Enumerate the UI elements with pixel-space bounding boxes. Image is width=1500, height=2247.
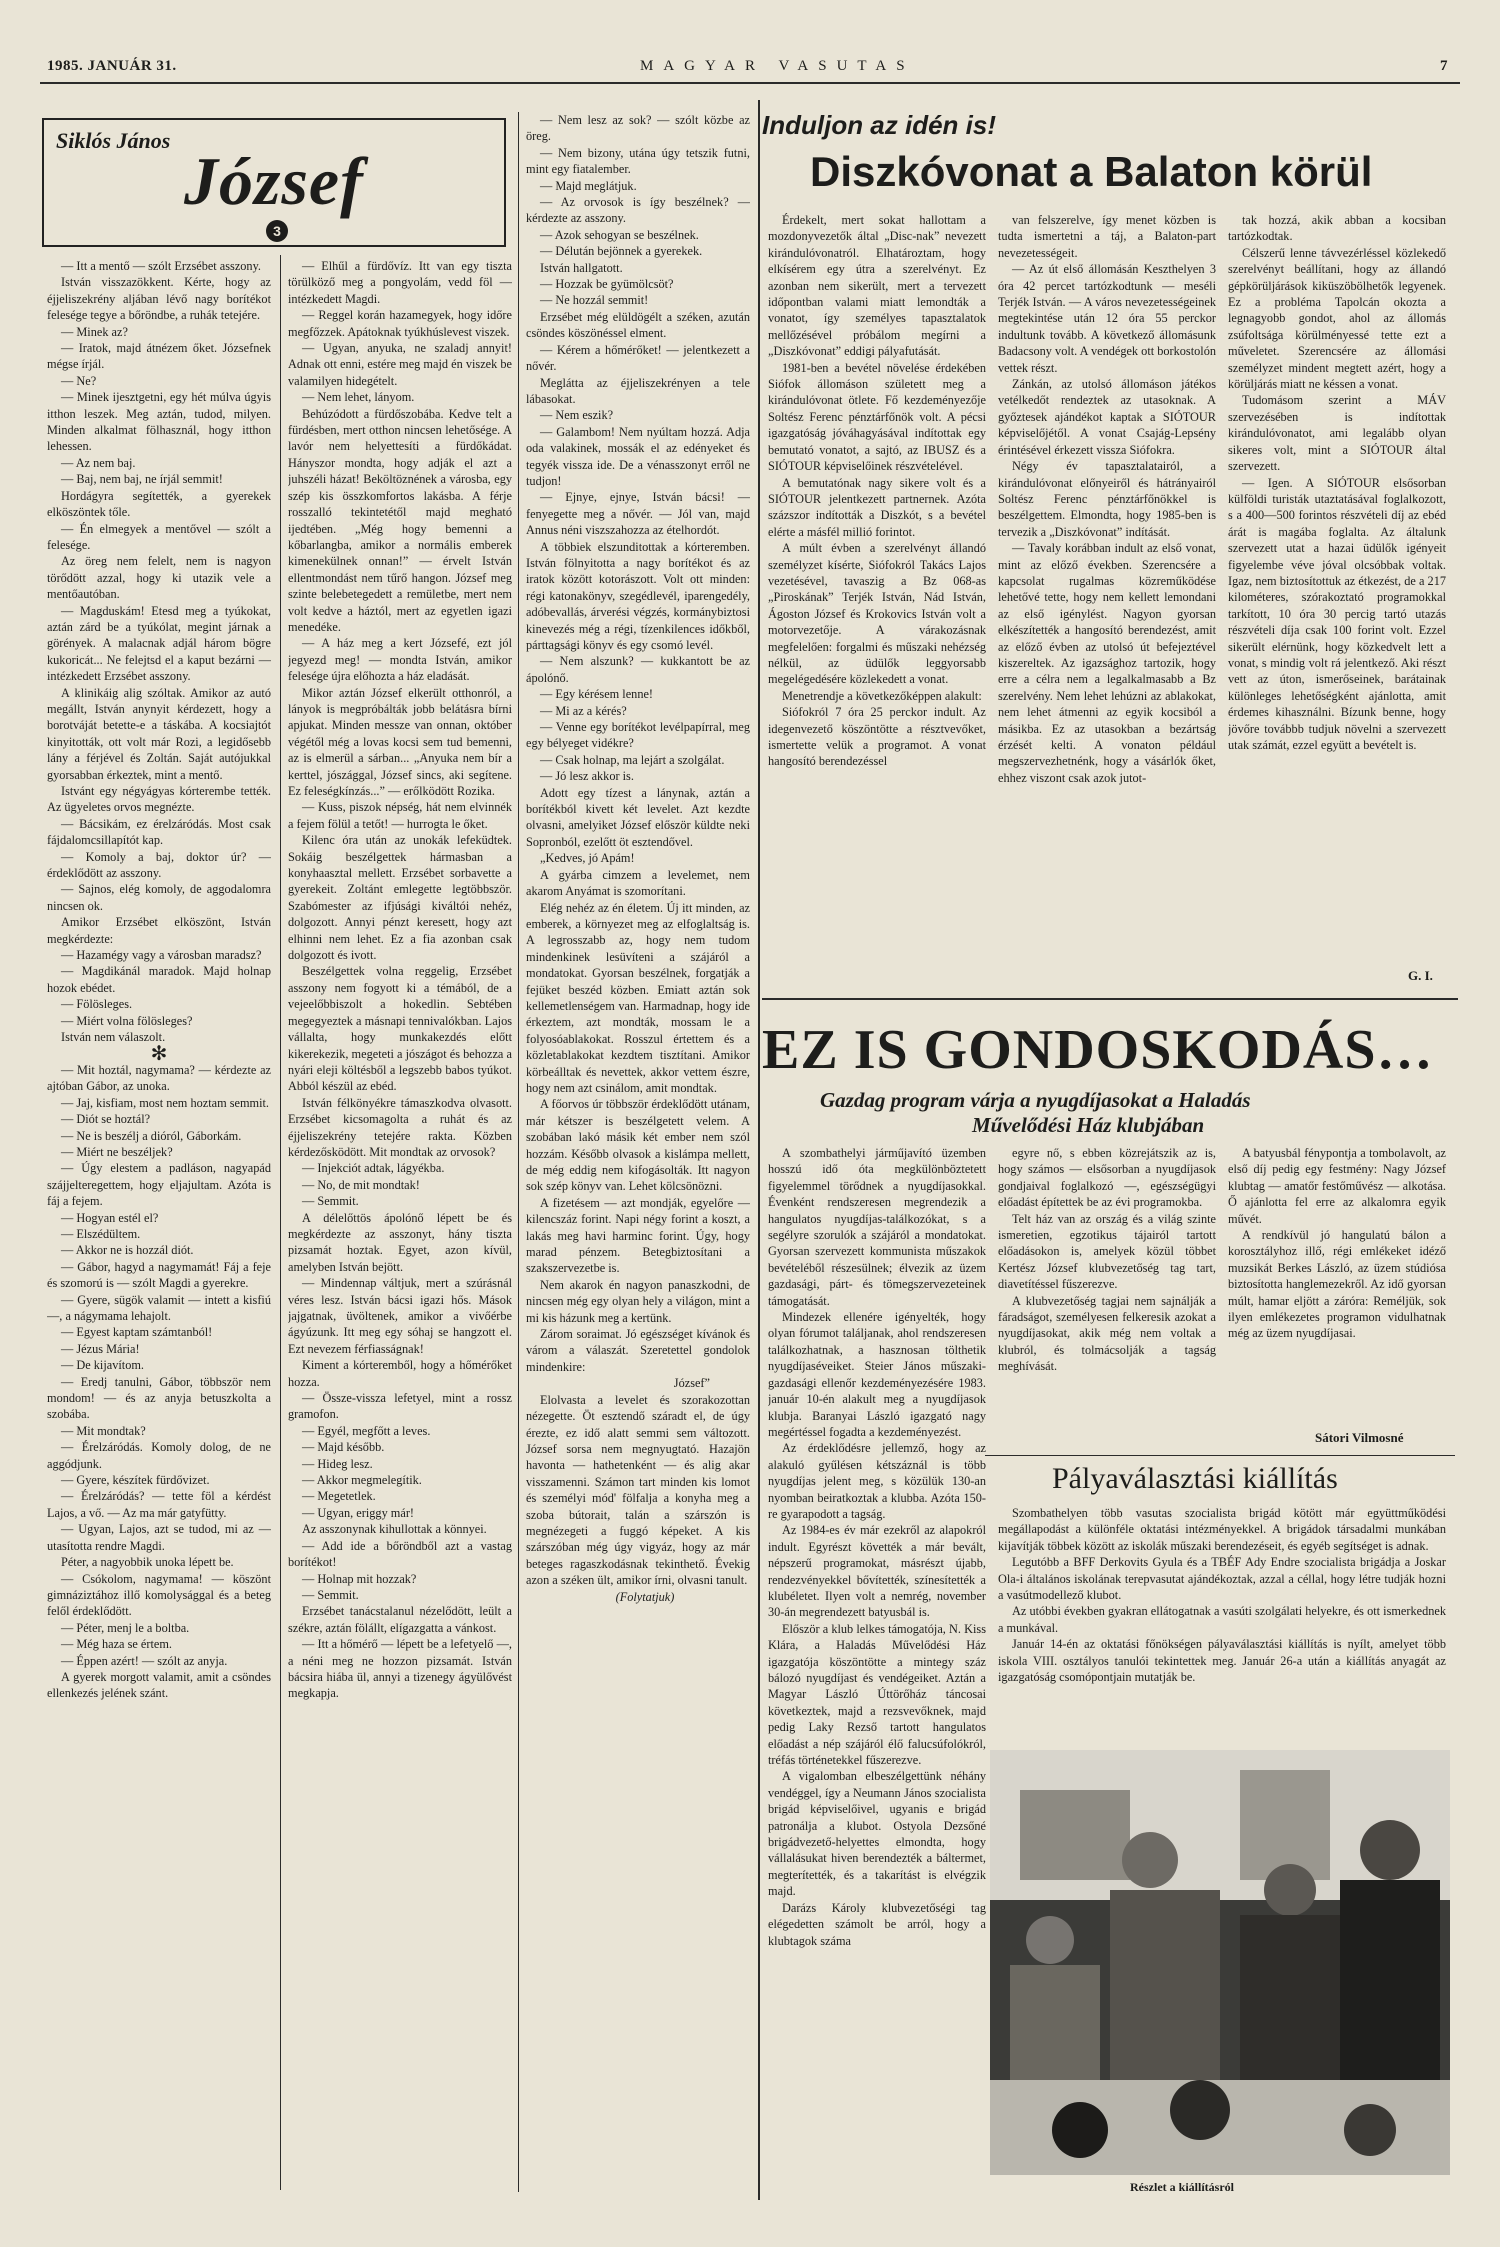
paragraph: — Délután bejönnek a gyerekek. [540,244,703,259]
paragraph: — Komoly a baj, doktor úr? — érdeklődött az asszony. [47,849,271,881]
paragraph: 1981-ben a bevétel növelése érdekében Siófok állomáson született meg a kirándulóvonat ötlete. Fő kezdeményezője Soltész Ferenc pénztárfőnök volt. A pécsi igazgatóság jóváhagyásával indítottak egy bemutató vonatot, a sajtó, az IBUSZ és a SIÓTOUR képviselőinek részvételével. [768,360,986,474]
paragraph: A gyerek morgott valamit, amit a csöndes ellenkezés jelének szánt. [47,1669,271,1701]
paragraph: — A ház meg a kert Józsefé, ezt jól jegyezd meg! — mondta István, amikor felesége újra előhozta a ház eladását. [288,636,512,684]
diszko-title: Diszkóvonat a Balaton körül [810,148,1373,195]
diszko-kicker: Induljon az idén is! [762,110,996,140]
paragraph: Kiment a kórteremből, hogy a hőmérőket hozza. [288,1358,512,1389]
paragraph: Kilenc óra után az unokák lefeküdtek. Sokáig beszélgettek hármasban a konyhaasztal mellett. Erzsébet sorbavette a gyerekeit. Zoltánt emlegette legtöbbször. Szabómester az ifjúsági kiváltói nehéz, dolgozott. Annyi pénzt keresett, hogy azt elhinni nem lehet. Ez a fia azonban csak dolgozott és ivott. [288,833,512,963]
paragraph: A vigalomban elbeszélgettünk néhány vendéggel, így a Neumann János szocialista brigád képviselőivel, ugyanis e brigád patronálja a klubot. Ostyola Dezsőné brigádvezető-helyettes elmondta, hogy vállalásukat hiven berendezték a báltermet, megterítették, és a takarítást is elvégzik majd. [768,1769,986,1899]
paragraph: Legutóbb a BFF Derkovits Gyula és a TBÉF Ady Endre szocialista brigádja a Joskar Ola-i általános iskolának terepvasutat ajándékoztak, azzal a céllal, hogy létre tudják hozni a vasútmodellező klubot. [998,1555,1446,1603]
paragraph: — Azok sehogyan se beszélnek. [540,227,699,242]
paragraph: A gyárba cimzem a levelemet, nem akarom Anyámat is szomorítani. [526,867,750,899]
paragraph: — No, de mit mondtak! [302,1177,420,1192]
column-divider [280,255,281,2190]
paragraph: — Érelzáródás? — tette föl a kérdést Lajos, a vő. — Az ma már gatyfütty. [47,1489,271,1520]
paragraph: — Ne? [61,373,97,388]
header-rule [40,82,1460,84]
paragraph: — Én elmegyek a mentővel — szólt a felesége. [47,521,271,552]
gondoskodas-subtitle-1: Gazdag program várja a nyugdíjasokat a Haladás [820,1088,1251,1112]
paragraph: Az érdeklődésre jellemző, hogy az alakuló gyűlésen kétszáznál is több nyugdíjas jelent meg, s közülük 130-an nyomban beiratkoztak a klubba. Azóta 150-re gyarapodott a tagság. [768,1441,986,1521]
paragraph: Tudomásom szerint a MÁV szervezésében is indítottak kirándulóvonatot, ami legalább olyan sikeres volt, mint a SIÓTOUR által szervezett. [1228,393,1446,474]
paragraph: — Miért volna fölösleges? [61,1013,193,1028]
paragraph: Siófokról 7 óra 25 perckor indult. Az idegenvezető köszöntötte a résztvevőket, ismertette velük a programot. A vonat hangosító berendezéssel [768,705,986,769]
paragraph: Először a klub lelkes támogatója, N. Kiss Klára, a Haladás Művelődési Ház igazgatója köszöntötte a mintegy száz bálozó nyugdíjast és vendégeiket. Aztán a Magyar László Úttörőház táncosai következtek, majd a rezsvevőknek, majd pedig Laky Rezső tartott hangulatos előadást a nép szájáról élő falucsúfolókról, tréfás történetekkel fűszerezve. [768,1621,986,1768]
paragraph: — Majd meglátjuk. [540,178,637,193]
kiallitas-text [998,1505,1446,1745]
story-title-box [42,118,506,247]
paragraph: Elolvasta a levelet és szorakozottan nézegette. Öt esztendő száradt el, de úgy érezte, ez idő alatt semmi sem változott. József sorsa nem megnyugtató. Hazajön havonta — hathetenként — és alig akar visszamenni. Számon tart minden kis lomot és személyi mód' fölfalja a konyha meg a szoba bútorait, talán a szárszón is megnézegeti a fuggó képeket. A kis szárszóban még úgy vigyáz, hogy az már beteges ragaszkodásnak tekinthető. Évekig azon a széken ült, amikor írni, olvasni tanult. [526,1392,750,1588]
paragraph: Darázs Károly klubvezetőségi tag elégedetten számolt be arról, hogy a klubtagok száma [768,1900,986,1948]
paragraph: A többiek elszunditottak a kórteremben. István fölnyitotta a nagy borítékot és az iratok között kotorászott. Volt ott minden: régi katonakönyv, szegédlevél, iparengedély, adóbevallás, árverési végzés, kormánybiztosi kinevezés még a régi, tízenkilences időkből, párttagsági könyv és egy csomó levél. [526,539,750,652]
paragraph: — Egyél, megfőtt a leves. [302,1423,431,1438]
paragraph: — Diót se hoztál? [61,1112,151,1127]
exhibition-photo [990,1750,1450,2175]
diszko-signature: G. I. [1408,968,1433,983]
gondoskodas-title: EZ IS GONDOSKODÁS… [762,1019,1434,1081]
paragraph: Behúzódott a fürdőszobába. Kedve telt a fürdésben, mert otthon nincsen lehetősége. A lavór nem helyettesíti a fürdőkádat. Hányszor mondta, hogy adják el azt a juhszéli házat! Beköltöznének a városba, egy szép kis összkomfortos lakásba. A férje rosszalló tekintetétől majd megható ijedtében. „Még hogy bemenni a kőbarlangba, amikor a normális emberek kimenekülnek onnan!” — érvelt István ellentmondást nem tűrő hangon. József meg szinte belebetegedett a remületbe, mert nem volt kedve a háztól, mert az egyetlen igazi menedéke. [288,406,512,634]
paragraph: — Jézus Mária! [61,1341,140,1356]
paragraph: István nem válaszolt. [61,1030,166,1045]
paragraph: A batyusbál fénypontja a tombolavolt, az első díj pedig egy festmény: Nagy József klubtag — amatőr festőművész — alkotása. Ő ajánlotta fel erre az alkalomra egyik művét. [1228,1146,1446,1226]
paragraph: Nem akarok én nagyon panaszkodni, de nincsen még egy olyan hely a világon, mint a mi kis házunk meg a kertünk. [526,1277,750,1325]
paragraph: — Galambom! Nem nyúltam hozzá. Adja oda valakinek, mossák el az edényeket és tegyék vissza ide. De a vénasszonyt erről ne tudjon! [526,424,750,488]
paragraph: A szombathelyi járműjavító üzemben hosszú idő óta megkülönböztetett figyelemmel törődnek a nyugdíjasokkal. Évenként rendszeresen megrendezik a hangulatos nyugdíjas-találkozókat, s a segélyre szorulók a szájáról a mondatokat. Gyorsan szervezett kommunista műszakok bevételéből részesülnek; élvezik az üzem gazdasági, párt- és tömegszervezeteinek támogatását. [768,1146,986,1308]
paragraph: Január 14-én az oktatási főnökségen pályaválasztási kiállítás is nyílt, amelyet több iskola VIII. osztályos tanulói tekintettek meg. Január 26-a után a kiállítás anyagát az igazgatóság csomópontjain mutatják be. [998,1637,1446,1685]
paragraph: — Ugyan, Lajos, azt se tudod, mi az — utasította rendre Magdi. [47,1522,271,1553]
paragraph: — Kuss, piszok népség, hát nem elvinnék a fejem fölül a tetőt! — hurrogta le őket. [288,800,512,831]
diszko-column-1 [768,212,986,982]
paragraph: — Iratok, majd átnézem őket. Józsefnek mégse írjál. [47,341,271,372]
paragraph: István félkönyékre támaszkodva olvasott. Erzsébet kicsomagolta a ruhát és az éjjeliszekrény tetejére rakta. Közben kérdezősködött. Mit mondtak az orvosok? [288,1095,512,1159]
paragraph: — Mindennap váltjuk, mert a szúrásnál véres lesz. István bácsi igazi hős. Mások jajgatnak, üvöltenek, amikor a vivőérbe ágyúzunk. Itt meg egy sóhaj se hangzott el. Ezt nevezem férfiasságnak! [288,1276,512,1356]
paragraph: — Bácsikám, ez érelzáródás. Most csak fájdalomcsillapítót kap. [47,816,271,848]
paragraph: — Péter, menj le a boltba. [61,1620,190,1635]
paragraph: — Mit hoztál, nagymama? — kérdezte az ajtóban Gábor, az unoka. [47,1062,271,1094]
paragraph: — Az nem baj. [61,455,136,470]
paragraph: — Nem lehet, lányom. [302,390,415,405]
story-title: József [184,143,364,219]
paragraph: van felszerelve, így menet közben is tudta ismertetni a táj, a Balaton-part nevezetességeit. [998,213,1216,260]
paragraph: Az utóbbi években gyakran ellátogatnak a vasúti szolgálati helyekre, és ott ismerkednek a munkával. [998,1604,1446,1635]
paragraph: — Jó lesz akkor is. [540,769,634,784]
paragraph: A klinikáig alig szóltak. Amikor az autó megállt, István anynyit kérdezett, hogy a borotváját betette-e a táskába. A kocsiajtót kinyitották, ott volt már Rozi, a legidősebb lány a férjével és Zoltán. Saját autójukkal gyorsabban érkeztek, mint a mentő. [47,685,271,782]
paragraph: — Fölösleges. [61,997,133,1012]
paragraph: — Gyere, sügök valamit — intett a kisfiú —, a nágymama lehajolt. [47,1292,271,1323]
paragraph: Érdekelt, mert sokat hallottam a mozdonyvezetők által „Disc-nak” nevezett kirándulóvonatról. Elhatároztam, hogy elkísérem egy útra a szerelvényt. Ez azonban nem sikerült, mert a tervezett időpontban valami miatt lemondták a vonatot, így személyes tapasztalatok mellőzésével próbálom megírni a „Diszkóvonat” eddigi pályafutását. [768,213,986,359]
paragraph: Elég nehéz az én életem. Új itt minden, az emberek, a környezet meg az elfoglaltság is. A legrosszabb az, hogy nem tudom mindenkinek lesüvíteni a szájáról a mondatokat. Gyorsan beszélnek, forgatják a fejüket beszéd közben. Emiatt aztán sok kellemetlenségem van. Harmadnap, hogy ide érkeztem, azt mondták, mossam le a folyosóablakokat. Rosszul értettem és a közletablakokat kezdtem tisztítani. Amikor körbeálltak és nevettek, akkor vettem észre, hogy nem azt csinálom, amit mondtak. [526,900,750,1095]
paragraph: — Csak holnap, ma lejárt a szolgálat. [540,752,725,767]
story-column-3 [526,112,750,2202]
paragraph: A bemutatónak nagy sikere volt és a SIÓTOUR jelentkezett partnernek. Azóta százszor indították a Diszkót, s a bevétel elérte a másfél millió forintot. [768,475,986,539]
paragraph: — Minek az? [61,324,128,339]
paragraph: — Hazamégy vagy a városban maradsz? [61,948,262,963]
paragraph: A múlt évben a szerelvényt állandó személyzet kísérte, Siófokról Takács Lajos vezetésével, tavaszig a Bz 068-as „Piroskának” Terjék István, Nád István, Ágoston József és Krokovics István volt a motorvezetője. A várakozásnak megfelelően: forgalmi és műszaki nehézség nélkül, az üdülők leggyorsabb megelégedésére közlekedett a vonat. [768,541,986,687]
paragraph: — Ne hozzál semmit! [540,293,649,308]
paragraph: Meglátta az éjjeliszekrényen a tele lábasokat. [526,375,750,406]
gondoskodas-column-1 [768,1145,986,2197]
paragraph: — Gyere, készítek fürdővizet. [61,1473,210,1488]
paragraph: — Nem bizony, utána úgy tetszik futni, mint egy fiatalember. [526,145,750,177]
paragraph: — Kérem a hőmérőket! — jelentkezett a nővér. [526,342,750,374]
issue-date: 1985. JANUÁR 31. [47,58,177,74]
paragraph: Az 1984-es év már ezekről az alapokról indult. Egyrészt követték a már bevált, népszerű programokat, másrészt újabb, rendezvényekkel bővítették, színesítették a klubéletet. Ilyen volt a nemrég, november 30-án megrendezett batyusbál is. [768,1523,986,1620]
photo-caption: Részlet a kiállításról [1130,2180,1234,2194]
gondoskodas-signature: Sátori Vilmosné [1315,1430,1404,1445]
paragraph: — Majd később. [302,1440,385,1455]
paragraph: — Baj, nem baj, ne írjál semmit! [61,472,223,487]
paragraph: — Elhűl a fürdővíz. Itt van egy tiszta törülköző meg a pongyolám, vedd föl — intézkedett Magdi. [288,259,512,306]
kiallitas-title: Pályaválasztási kiállítás [1052,1462,1338,1495]
paragraph: — Össze-vissza lefetyel, mint a rossz gramofon. [288,1391,512,1422]
paragraph: — Elszédültem. [61,1226,141,1241]
paragraph: — Hozzak be gyümölcsöt? [540,277,674,292]
paragraph: Az öreg nem felelt, nem is nagyon törődött azzal, hogy ki utazik vele a mentőautóban. [47,554,271,602]
paragraph: (Folytatjuk) [615,1589,675,1604]
paragraph: — Mit mondtak? [61,1423,146,1438]
paragraph: — Venne egy borítékot levélpapírral, meg egy bélyeget vidékre? [526,720,750,751]
paragraph: — Itt a mentő — szólt Erzsébet asszony. [61,259,261,273]
paragraph: Négy év tapasztalatairól, a kirándulóvonat előnyeiről és hátrányairól Soltész Ferenc pénztárfőnökkel is beszélgettem. Elmondta, hogy 1985-ben is tervezik a „Diszkóvonat” indítását. [998,459,1216,539]
paragraph: — Éppen azért! — szólt az anyja. [61,1653,228,1668]
paragraph: — Gábor, hagyd a nagymamát! Fáj a feje és szomorú is — szólt Magdi a gyerekre. [47,1259,271,1291]
paragraph: egyre nő, s ebben közrejátszik az is, hogy számos — elsősorban a nyugdíjasok gondjaival foglalkozó —, egészségügyi előadást építettek be az évi programokba. [998,1146,1216,1210]
paragraph: — Ejnye, ejnye, István bácsi! — fenyegette meg a nővér. — Jól van, majd Annus néni viszszahozza az ételhordót. [526,490,750,538]
paragraph: — Jaj, kisfiam, most nem hoztam semmit. [61,1095,269,1110]
paragraph: — Itt a hőmérő — lépett be a lefetyelő —, a néni meg ne hozzon pizsamát. István bácsira hiába ül, annyi a tizenegy ágyülővést megkapja. [288,1637,512,1701]
paragraph: — Az út első állomásán Keszthelyen 3 óra 42 percet tartózkodtunk — meséli Terjék István. — A város nevezetességeinek megtekintése után 12 óra 55 perckor indultunk tovább. A következő állomásunk Badacsony volt. A vendégek ott borkostolón vettek részt. [998,262,1216,375]
gondoskodas-subtitle-2: Művelődési Ház klubjában [972,1113,1205,1137]
paragraph: — Úgy elestem a padláson, nagyapád szájjelteregettem, hogy eljajultam. Azóta is fáj a fejem. [47,1161,271,1209]
story-author: Siklós János [56,128,171,153]
paragraph: A klubvezetőség tagjai nem sajnálják a fáradságot, személyesen felkeresik azokat a nyugdíjasokat, akik még nem voltak a klubról, és tolmácsolják a tagság meghívását. [998,1293,1216,1374]
paragraph: A fizetésem — azt mondják, egyelőre — kilencszáz forint. Napi négy forint a koszt, a lakás meg havi harminc forint. Úgy, hogy marad pénzem. Betegbiztosítani a szakszervezetbe is. [526,1195,750,1276]
paragraph: — Megetetlek. [302,1489,376,1504]
paragraph: — Injekciót adtak, lágyékba. [302,1161,445,1176]
paragraph: — Egy kérésem lenne! [540,687,654,702]
paragraph: — Minek ijesztgetni, egy hét múlva úgyis itthon leszek. Meg aztán, tudod, milyen. Minden alkalmat fölhasznál, hogy itthon lehessen. [47,390,271,454]
paragraph: — Hogyan estél el? [61,1210,159,1225]
paragraph: István hallgatott. [540,260,623,275]
paragraph: — Magdikánál maradok. Majd holnap hozok ebédet. [47,964,271,995]
paragraph: Zárom soraimat. Jó egészséget kívánok és várom a válaszát. Szeretettel gondolok mindenkire: [526,1327,750,1374]
paragraph: Péter, a nagyobbik unoka lépett be. [61,1555,234,1570]
paragraph: Adott egy tízest a lánynak, aztán a borítékból kivett két levelet. Azt kezdte olvasni, amelyiket József először küldte neki Sopronból, ezelőtt öt esztendővel. [526,785,750,849]
newspaper-title: MAGYAR VASUTAS [640,58,915,74]
paragraph: — Akkor megmelegítik. [302,1473,422,1488]
paragraph: — Tavaly korábban indult az első vonat, mint az előző években. Szerencsére a kapcsolat rugalmas közreműködése lehetővé tette, hogy nem kellett lemondani az első igénylést. Nagyon gyorsan elkészítették a hangosító berendezést, amit az előző évben az utolsó út befejeztével kiszereltek. Az igazsághoz tartozik, hogy erre a célra nem a legalkalmasabb a Bz szerelvény. Nem lehet lehúzni az ablakokat, nem lehet átmenni az egyik kocsiból a másikba. Ez az utasokban a bezártság érzését kelti. A vonaton például megszervezhetnénk, hogy a vásárlók őket, ehhez viszont csak azok jutot- [998,541,1216,785]
paragraph: — Magduskám! Etesd meg a tyúkokat, aztán zárd be a tyúkólat, megint járnak a görények. A malacnak adjál három bögre kukoricát... Ne felejtsd el a kaput bezárni — intézkedett Erzsébet asszony. [47,603,271,684]
paragraph: Az asszonynak kihullottak a könnyei. [302,1522,487,1537]
paragraph: József” [673,1376,710,1391]
paragraph: Erzsébet tanácstalanul nézelődött, leült a székre, aztán fölállt, elígazgatta a vánkost. [288,1604,512,1635]
story-column-2 [288,258,512,2198]
paragraph: — Az orvosok is így beszélnek? — kérdezte az asszony. [526,195,750,226]
diszko-column-3 [1228,212,1446,952]
paragraph: tak hozzá, akik abban a kocsiban tartózkodtak. [1228,213,1446,244]
paragraph: — Akkor ne is hozzál diót. [61,1243,194,1258]
kiallitas-rule [985,1455,1455,1456]
paragraph: Beszélgettek volna reggelig, Erzsébet asszony nem fogyott ki a témából, de a vejeelőbbiszolt a hokedlin. Sebtében megegyeztek a másnapi tennivalókban. Lajos vállalta, hogy munkakezdés előtt kikerekezik, megeteti a jószágot és behozza a nyári eleji költésből a legszebb babos tyúkot. Abból készül az ebéd. [288,964,512,1094]
paragraph: István visszazökkent. Kérte, hogy az éjjeliszekrény aljában lévő nagy borítékot felesége tegye a bőröndbe, a ruhák tetejére. [47,275,271,323]
paragraph: — Holnap mit hozzak? [302,1571,417,1586]
story-column-1 [47,258,271,2198]
paragraph: Hordágyra segítették, a gyerekek elköszöntek tőle. [47,488,271,520]
paragraph: Erzsébet még elüldögélt a széken, azután csöndes köszönéssel elment. [526,309,750,341]
paragraph: — Eredj tanulni, Gábor, többször nem mondom! — és az anyja betuszkolta a szobába. [47,1374,271,1422]
paragraph: — Sajnos, elég komoly, de aggodalomra nincsen ok. [47,882,271,913]
paragraph: — Reggel korán hazamegyek, hogy időre megfőzzek. Apátoknak tyúkhúslevest viszek. [288,308,512,339]
paragraph: — Hideg lesz. [302,1456,373,1471]
paragraph: — Semmit. [302,1587,359,1602]
paragraph: — Mi az a kérés? [540,703,627,718]
paragraph: — Csókolom, nagymama! — köszönt gimnáziztához illő komolysággal és a beteg felől érdeklődött. [47,1571,271,1619]
paragraph: — Nem eszik? [540,408,614,423]
paragraph: — Add ide a bőröndből azt a vastag borítékot! [288,1538,512,1570]
gondoskodas-column-3 [1228,1145,1446,1405]
paragraph: — Érelzáródás. Komoly dolog, de ne aggódjunk. [47,1440,271,1471]
column-divider [518,112,519,2192]
paragraph: „Kedves, jó Apám! [540,851,635,866]
paragraph: — Ugyan, anyuka, ne szaladj annyit! Adnak ott enni, estére meg majd én viszek be valamilyen hidegételt. [288,341,512,388]
story-part-number: 3 [266,220,288,242]
paragraph: — Nem lesz az sok? — szólt közbe az öreg. [526,113,750,144]
paragraph: A délelőttös ápolónő lépett be és megkérdezte az asszonyt, hány tiszta pizsamát hoztak. Egyet, azon kívül, amelyben István bejött. [288,1210,512,1274]
paragraph: A rendkívül jó hangulatú bálon a korosztályhoz illő, régi emlékeket idéző muzsikát Berkes László, az üzem stúdiósa biztosította hanglemezekről. Az idő gyorsan múlt, hamar eljött a záróra: Reméljük, sok ilyen emlékezetes programon vidulhatnak még az üzem nyugdíjasai. [1228,1228,1446,1341]
section-rule [762,998,1458,1000]
paragraph: Zánkán, az utolsó állomáson játékos vetélkedőt rendeztek az utasoknak. A győztesek ajándékot kaptak a SIÓTOUR képviselőjétől. A vonat Csajág-Lepsény érintésével érkezett vissza Siófokra. [998,377,1216,457]
section-divider [758,100,760,2200]
paragraph: Istvánt egy négyágyas kórterembe tették. Az ügyeletes orvos megnézte. [47,784,271,815]
paragraph: Szombathelyen több vasutas szocialista brigád kötött már együttműködési megállapodást a különféle oktatási intézményekkel. A brigádok társadalmi munkában kijavítják többek között az iskolák műszaki berendezéseit, és egyéb segítséget is adnak. [998,1506,1446,1553]
paragraph: — Ugyan, eriggy már! [302,1505,415,1520]
gondoskodas-column-2 [998,1145,1216,1445]
paragraph: Mindezek ellenére igényelték, hogy olyan fórumot találjanak, ahol rendszeresen találkozhatnak, a hasznosan tölthetik nyugdíjaséveiket. Steier János műszaki-gazdasági ellenőr kezdeményezésére 1983. január 10-én alakult meg a nyugdíjasok klubja. Baranyai László igazgató nagy megértéssel fogadta a kezdeményezést. [768,1310,986,1439]
exhibition-photo-image [990,1750,1450,2175]
paragraph: Menetrendje a következőképpen alakult: [782,688,982,703]
paragraph: Telt ház van az ország és a világ szinte ismeretien, egzotikus tájairól tartott előadásokon is, amelyek közül többet Kertész József klubvezetőség tag tart, diavetítéssel fűszerezve. [998,1211,1216,1292]
paragraph: — Igen. A SIÓTOUR elsősorban külföldi turisták utaztatásával foglalkozott, s a 400—500 forintos részvételi díj az ebéd árát is magába foglalta. Az általunk szervezett utat a hazai üdülők igényeit figyelembe véve jóval olcsóbbak voltak. Igaz, nem biztosítottuk az étkezést, de a 217 kilométeres, szórakoztató programokkal tarkított, 10 óra 30 percig tartó utazás részvételi díja csak 100 forint volt. Ezzel sikerült elérnünk, hogy közkedvelt lett a vonat, s mindig volt rá jelentkező. Aki részt vett az úton, ismerőseinek, barátainak különleges lehetőségként ajánlotta, amit érdemes kihasználni. Bízunk benne, hogy jövőre továbbb tudjuk növelni a szervezett utak számát, ezzel együtt a bevételt is. [1228,475,1446,752]
paragraph: Amikor Erzsébet elköszönt, István megkérdezte: [47,915,271,946]
paragraph: — Ne is beszélj a dióról, Gáborkám. [61,1128,242,1143]
paragraph: — De kijavítom. [61,1358,144,1373]
paragraph: — Semmit. [302,1194,359,1209]
paragraph: — Még haza se értem. [61,1637,172,1652]
paragraph: A főorvos úr többször érdeklődött utánam, már kétszer is beszélgetett velem. A szobában lakó másik két ember nem szól hozzám. Később olvasok a kislámpa mellett, de még eddig nem kifogásolták. Itt nagyon sok szép könyv van. Lehet kölcsönözni. [526,1097,750,1194]
paragraph: — Miért ne beszéljek? [61,1144,173,1159]
paragraph: Mikor aztán József elkerült otthonról, a lányok is megpróbálták jobb belátásra bírni apjukat. Minden messze van onnan, október végétől még a lovas kocsi sem tud bemenni, az is elmerül a sárban... „Anyuka nem bír a kerttel, jószággal, József sincs, aki segítene. Ez feleségkínzás...” — erőlködött Rozika. [288,685,512,798]
paragraph: — Nem alszunk? — kukkantott be az ápolónő. [526,654,750,685]
diszko-column-2 [998,212,1216,982]
page-number: 7 [1440,58,1448,74]
paragraph: Célszerű lenne távvezérléssel közlekedő szerelvényt beállítani, hogy az állandó gépkörüljárások kiküszöbölhetők legyenek. Ez a probléma Tapolcán okozta a legnagyobb gondot, ahol az állomás zsúfoltsága körülményessé tette ezt a műveletet. Szerencsére az állomási személyzet mindent megtett azért, hogy a körüljárás miatt ne késsen a vonat. [1228,245,1446,392]
paragraph: ✻ [150,1042,168,1065]
paragraph: — Egyest kaptam számtanból! [61,1325,213,1340]
